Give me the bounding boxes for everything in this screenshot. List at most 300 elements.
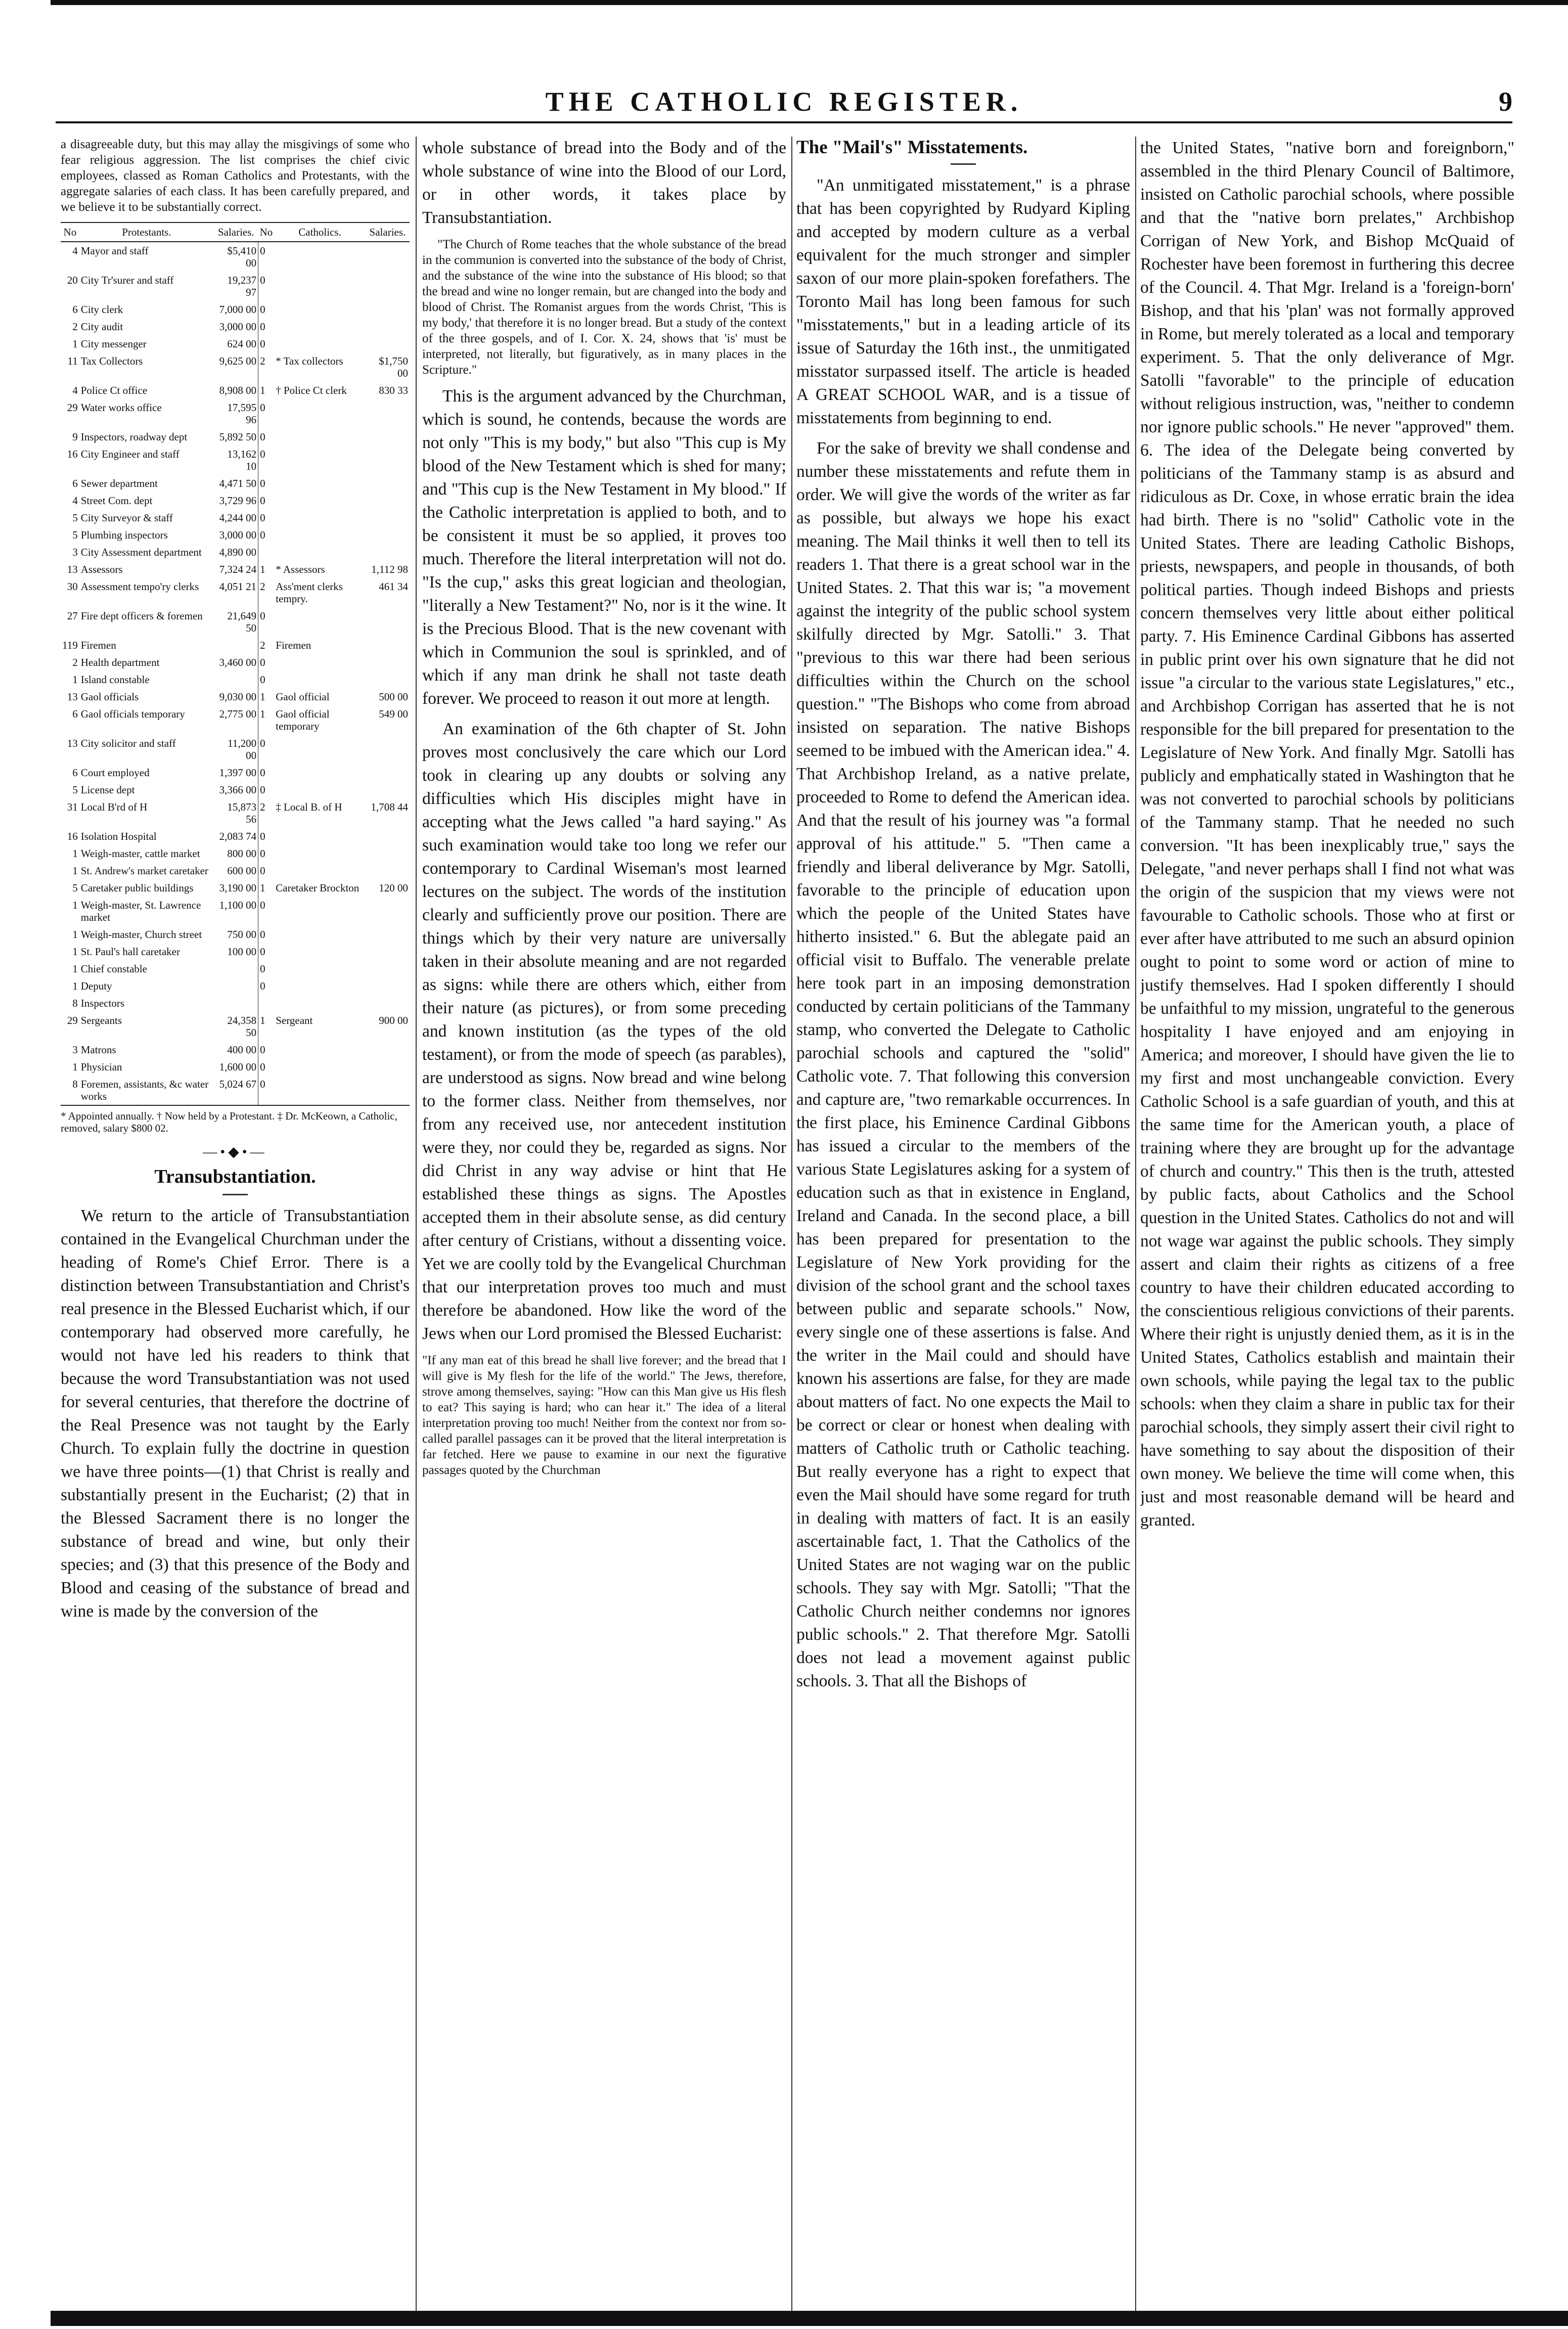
cell-protestant-dept: Gaol officials [80, 691, 139, 703]
cell-count: 5 [72, 784, 78, 796]
cell-catholic-dept [274, 242, 366, 272]
table-row [61, 862, 410, 879]
cell-count: 0 [258, 509, 275, 526]
table-row [61, 242, 410, 272]
cell-count: 4 [72, 495, 78, 507]
cell-count: 1 [72, 338, 78, 350]
cell-catholic-salary [366, 607, 410, 637]
cell-catholic-dept [274, 943, 366, 960]
cell-count: 0 [258, 607, 275, 637]
cell-catholic-dept [274, 428, 366, 445]
table-footnote: * Appointed annually. † Now held by a Protestant. ‡ Dr. McKeown, a Catholic, removed, salary $800 02. [61, 1110, 397, 1134]
cell-count: 0 [258, 977, 275, 995]
cell-catholic-salary [366, 272, 410, 301]
cell-protestant-dept: Court employed [80, 767, 150, 779]
cell-catholic-salary [366, 526, 410, 544]
cell-catholic-salary [366, 637, 410, 654]
article-paragraph: the United States, "native born and foreignborn," assembled in the third Plenary Council of Baltimore, insisted on Catholic parochial schools, where possible and that the "native born prelates," Archbishop Corrigan of New York, and Bishop McQuaid of Rochester have been foremost in furthering this decree of the Council. 4. That Mgr. Ireland is a 'foreign-born' Bishop, and that his 'plan' was not formally approved in Rome, but merely tolerated as a local and temporary experiment. 5. That the only deliverance of Mgr. Satolli "favorable" to the principle of education without religious instruction, was, "neither to condemn nor ignore public schools." He never "approved" them. 6. The idea of the Delegate being converted by politicians of the Tammany stamp is as absurd and ridiculous as Dr. Coxe, in whose erratic brain the idea had birth. There is no "solid" Catholic vote in the United States. There are leading Catholic Bishops, priests, newspapers, and people in thousands, of both political parties. Though indeed Bishops and priests concern themselves very little about either political party. 7. His Eminence Cardinal Gibbons has asserted in public print over his own signature that he did not issue "a circular to the various state Legislatures," etc., and Archbishop Corrigan has asserted that he is not responsible for the bill prepared for presentation to the Legislature of New York. And finally Mgr. Satolli has publicly and emphatically stated in Washington that he was not converted to parochial schools by politicians of the Tammany stamp. That he needed no such conversion. "It has been inexplicably true," says the Delegate, "and never perhaps shall I find not what was the origin of the suspicion that my views were not favourable to Catholic schools. Those who at first or ever after have attributed to me such an absurd opinion ought to point to some word or action of mine to justify themselves. Had I spoken differently I should be unfaithful to my mission, ungrateful to the generous hospitality I have enjoyed and am enjoying in America; and moreover, I should have given the lie to my first and most unchangeable conviction. Every Catholic School is a safe guardian of youth, and this at the same time for the American youth, a place of training where they are brought up for the advantage of church and country." This then is the truth, attested by public facts, about Catholics and the School question in the United States. Catholics do not and will not wage war against the public schools. They simply assert and claim their rights as citizens of a free country to have their children educated according to the conscientious religious convictions of their parents. Where their right is unjustly denied them, as it is in the United States, Catholics establish and maintain their own schools, while paying the legal tax to the public schools: when they claim a share in public tax for their parochial schools, they simply assert their civil right to have something to say about the disposition of their own money. We believe the time will come when, this just and most reasonable demand will be heard and granted. [1140, 139, 1514, 1530]
table-row [61, 879, 410, 897]
article-paragraph: For the sake of brevity we shall condense and number these misstatements and refute them in order. We will give the words of the writer as far as possible, but always we hope his exact meaning. The Mail thinks it well then to tell its readers 1. That there is a great school war in the United States. 2. That this war is; "a movement against the integrity of the public school system skilfully directed by Mgr. Satolli." 3. That "previous to this war there had been serious difficulties within the Church on the school question." "The Bishops who come from abroad insisted on separation. The native Bishops seemed to be imbued with the American idea." 4. That Archbishop Ireland, as a native prelate, proceeded to Rome to defend the American idea. And that the result of his journey was "a formal approval of his attitude." 5. "Then came a friendly and liberal deliverance by Mgr. Satolli, favorable to the principle of education upon which the people of the United States have hitherto insisted." 6. But the ablegate paid an official visit to Buffalo. The venerable prelate here took part in an imposing demonstration conducted by certain politicians of the Tammany stamp, who converted the Delegate to Catholic parochial schools and captured the "solid" Catholic vote. 7. That following this conversion and capture are, "two remarkable occurrences. In the first place, his Eminence Cardinal Gibbons has issued a circular to the members of the various State Legislatures asking for a system of education such as that in existence in England, Ireland and Canada. In the second place, a bill has been prepared for presentation to the Legislature of New York providing for the division of the school grant and the school taxes between public and separate schools." Now, every single one of these assertions is false. And the writer in the Mail could and should have known his assertions are false, for they are made about matters of fact. No one expects the Mail to be correct or clear or honest when dealing with matters of Catholic truth or Catholic teaching. But really everyone has a right to expect that even the Mail should have some regard for truth in dealing with matters of fact. It is an easily ascertainable fact, 1. That the Catholics of the United States are not waging war on the public schools. They say with Mgr. Satolli; "That the Catholic Church neither condemns nor ignores public schools." 2. That therefore Mgr. Satolli does not lead a movement against public schools. 3. That all the Bishops of [796, 439, 1130, 1690]
cell-protestant-dept: Caretaker public buildings [80, 882, 194, 894]
masthead-rule [56, 121, 1512, 123]
table-row [61, 352, 410, 382]
cell-count: 1 [72, 1061, 78, 1073]
cell-count: 0 [258, 335, 275, 352]
cell-count: 13 [67, 737, 78, 749]
article-paragraph: We return to the article of Transubstantiation contained in the Evangelical Churchman under the heading of Rome's Chief Error. There is a distinction between Transubstantiation and Christ's real presence in the Blessed Eucharist which, if our contemporary had observed more carefully, he would not have led his readers to think that because the word Transubstantiation was not used for several centuries, that therefore the doctrine of the Real Presence was not taught by the Early Church. To explain fully the doctrine in question we have three points—(1) that Christ is really and substantially present in the Eucharist; (2) that in the Blessed Sacrament there is no longer the substance of bread and wine, but only their species; and (3) that this presence of the Body and Blood and ceasing of the substance of bread and wine is made by the conversion of the [61, 1206, 410, 1621]
cell-protestant-salary: 3,729 96 [219, 495, 257, 507]
cell-count: 0 [258, 764, 275, 781]
cell-protestant-salary: 9,030 00 [219, 691, 257, 703]
cell-count: 16 [67, 830, 78, 842]
cell-count: 0 [258, 445, 275, 475]
cell-protestant-dept: City clerk [80, 303, 123, 316]
cell-count: 0 [258, 399, 275, 428]
cell-count: 1 [258, 688, 275, 705]
cell-count: 2 [258, 637, 275, 654]
cell-count: 2 [258, 352, 275, 382]
cell-count: 1 [72, 963, 78, 975]
cell-count: 0 [258, 475, 275, 492]
cell-catholic-salary [366, 960, 410, 977]
table-row [61, 828, 410, 845]
cell-catholic-dept [274, 509, 366, 526]
cell-protestant-dept: City Assessment department [80, 546, 202, 558]
cell-count: 0 [258, 735, 275, 764]
cell-count: 8 [72, 1078, 78, 1090]
cell-count: 3 [72, 546, 78, 558]
cell-protestant-salary: 400 00 [227, 1044, 257, 1056]
cell-protestant-salary: 8,908 00 [219, 384, 257, 396]
table-row [61, 798, 410, 828]
cell-count: 9 [72, 431, 78, 443]
cell-count: 0 [258, 845, 275, 862]
cell-catholic-salary [366, 318, 410, 335]
table-row [61, 301, 410, 318]
cell-protestant-salary [214, 977, 258, 995]
table-row [61, 960, 410, 977]
table-row [61, 764, 410, 781]
cell-count: 2 [258, 578, 275, 607]
salary-table-body [61, 242, 410, 1105]
cell-protestant-salary: 15,873 56 [227, 801, 257, 825]
cell-protestant-salary: 7,000 00 [219, 303, 257, 316]
table-row [61, 926, 410, 943]
cell-count: 1 [258, 561, 275, 578]
section-ornament: —•◆•— [203, 1144, 267, 1160]
cell-catholic-salary [366, 1041, 410, 1058]
cell-protestant-dept: Gaol officials temporary [80, 708, 185, 720]
mail-misstatements-heading: The "Mail's" Misstatements. [796, 137, 1028, 158]
cell-count: 5 [72, 529, 78, 541]
article-paragraph: This is the argument advanced by the Churchman, which is sound, he contends, because the words are not only "This is my body," but also "This cup is My blood of the New Testament which is shed for many; and "This cup is the New Testament in My blood." If the Catholic interpretation is applied to both, and to be consistent it must be so applied, it proves too much. Therefore the literal interpretation will not do. "Is the cup," asks this great logician and theologian, "literally a New Testament?" No, nor is it the wine. It is the Precious Blood. That is the new covenant with which in Communion the soul is sprinkled, and of which if any man drink he shall not taste death forever. We proceed to reason it out more at length. [422, 387, 786, 708]
cell-protestant-salary: 24,358 50 [227, 1014, 257, 1039]
cell-protestant-salary: 17,595 96 [227, 401, 257, 426]
table-row [61, 1076, 410, 1105]
cell-catholic-salary [366, 399, 410, 428]
cell-protestant-dept: Street Com. dept [80, 495, 153, 507]
cell-count [258, 995, 275, 1012]
cell-protestant-dept: City audit [80, 321, 123, 333]
cell-count: 2 [258, 798, 275, 828]
cell-protestant-salary: 2,083 74 [219, 830, 257, 842]
table-row [61, 578, 410, 607]
cell-protestant-salary: 5,024 67 [219, 1078, 257, 1090]
cell-count: 3 [72, 1044, 78, 1056]
cell-count: 0 [258, 492, 275, 509]
cell-count: 29 [67, 1014, 78, 1026]
cell-catholic-salary [366, 242, 410, 272]
table-row [61, 526, 410, 544]
cell-count: 6 [72, 767, 78, 779]
cell-catholic-dept: † Police Ct clerk [276, 384, 347, 396]
table-row [61, 845, 410, 862]
cell-catholic-salary [366, 544, 410, 561]
cell-protestant-dept: Assessment tempo'ry clerks [80, 580, 199, 593]
header-salaries: Salaries. [214, 222, 258, 242]
cell-protestant-dept: Matrons [80, 1044, 116, 1056]
cell-catholic-dept: Gaol official [276, 691, 330, 703]
cell-count: 4 [72, 245, 78, 257]
cell-protestant-dept: Sewer department [80, 477, 158, 489]
cell-protestant-salary: 13,162 10 [227, 448, 257, 472]
column-rule [791, 137, 792, 2311]
cell-catholic-salary [366, 897, 410, 926]
table-row [61, 544, 410, 561]
cell-protestant-salary: 800 00 [227, 847, 257, 860]
cell-protestant-dept: License dept [80, 784, 135, 796]
cell-protestant-dept: Weigh-master, cattle market [80, 847, 200, 860]
cell-catholic-salary [366, 671, 410, 688]
cell-count: 5 [72, 512, 78, 524]
cell-count: 119 [62, 639, 78, 651]
table-row [61, 671, 410, 688]
cell-count: 2 [72, 321, 78, 333]
cell-catholic-dept [274, 764, 366, 781]
cell-catholic-dept [274, 318, 366, 335]
salary-intro: a disagreeable duty, but this may allay the misgivings of some who fear religious aggression. The list comprises the chief civic employees, classed as Roman Catholics and Protestants, with the aggregate salaries of each class. It has been carefully prepared, and we believe it to be substantially correct. [61, 138, 410, 214]
cell-count: 0 [258, 272, 275, 301]
cell-catholic-salary [366, 492, 410, 509]
cell-protestant-dept: City solicitor and staff [80, 737, 176, 749]
heading-dash [951, 163, 976, 165]
cell-catholic-salary [366, 926, 410, 943]
cell-count: 4 [72, 384, 78, 396]
cell-protestant-salary: 1,600 00 [219, 1061, 257, 1073]
table-row [61, 1058, 410, 1076]
cell-catholic-salary [366, 1076, 410, 1105]
table-row [61, 1041, 410, 1058]
cell-protestant-salary: 11,200 00 [228, 737, 257, 762]
table-row [61, 688, 410, 705]
cell-protestant-salary: 7,324 24 [219, 563, 257, 575]
cell-protestant-salary: 3,190 00 [219, 882, 257, 894]
table-row [61, 335, 410, 352]
cell-protestant-salary: 624 00 [227, 338, 257, 350]
cell-catholic-dept [274, 654, 366, 671]
cell-count: 6 [72, 303, 78, 316]
cell-count: 0 [258, 926, 275, 943]
cell-catholic-salary [366, 509, 410, 526]
cell-catholic-dept [274, 1076, 366, 1105]
cell-protestant-dept: Sergeants [80, 1014, 122, 1026]
table-row [61, 995, 410, 1012]
cell-protestant-salary: 3,366 00 [219, 784, 257, 796]
cell-protestant-dept: Physician [80, 1061, 122, 1073]
header-salaries: Salaries. [366, 222, 410, 242]
table-row [61, 428, 410, 445]
cell-count: 30 [67, 580, 78, 593]
article-paragraph: "An unmitigated misstatement," is a phrase that has been copyrighted by Rudyard Kipling and accepted by modern culture as a verbal equivalent for the much stronger and simpler saxon of our more plain-spoken forefathers. The Toronto Mail has long been famous for such "misstatements," but in a leading article of its issue of Saturday the 16th inst., the unmitigated misstator surpassed itself. The article is headed A GREAT SCHOOL WAR, and is a tissue of misstatements from beginning to end. [796, 176, 1130, 427]
cell-count: 6 [72, 477, 78, 489]
header-no: No [258, 222, 275, 242]
table-row [61, 943, 410, 960]
cell-protestant-dept: Water works office [80, 401, 162, 414]
cell-protestant-dept: Deputy [80, 980, 112, 992]
cell-protestant-dept: Firemen [80, 639, 116, 651]
cell-count: 11 [67, 355, 78, 367]
cell-protestant-dept: Fire dept officers & foremen [80, 610, 203, 622]
table-row [61, 977, 410, 995]
cell-catholic-dept [274, 607, 366, 637]
cell-catholic-dept: Gaol official temporary [276, 708, 330, 732]
cell-count: 0 [258, 671, 275, 688]
cell-catholic-dept [274, 977, 366, 995]
cell-protestant-salary: 2,775 00 [219, 708, 257, 720]
table-row [61, 399, 410, 428]
cell-protestant-dept: Local B'rd of H [80, 801, 148, 813]
cell-catholic-dept: ‡ Local B. of H [276, 801, 342, 813]
cell-protestant-salary: 5,892 50 [219, 431, 257, 443]
cell-protestant-dept: St. Paul's hall caretaker [80, 946, 180, 958]
table-row [61, 735, 410, 764]
column-rule [1135, 137, 1136, 2311]
cell-count: 1 [72, 674, 78, 686]
cell-count [258, 544, 275, 561]
cell-protestant-dept: City messenger [80, 338, 147, 350]
cell-protestant-dept: Assessors [80, 563, 123, 575]
cell-catholic-dept: * Tax collectors [276, 355, 343, 367]
cell-catholic-salary [366, 977, 410, 995]
cell-catholic-dept [274, 671, 366, 688]
cell-protestant-salary: 9,625 00 [219, 355, 257, 367]
table-row [61, 705, 410, 735]
cell-protestant-dept: City Tr'surer and staff [80, 274, 174, 286]
cell-catholic-dept [274, 845, 366, 862]
table-row [61, 382, 410, 399]
cell-catholic-dept [274, 781, 366, 798]
cell-catholic-salary [366, 475, 410, 492]
cell-protestant-salary: 1,100 00 [219, 899, 257, 911]
cell-count: 29 [67, 401, 78, 414]
cell-count: 2 [72, 656, 78, 668]
cell-catholic-salary [366, 654, 410, 671]
cell-count: 0 [258, 943, 275, 960]
cell-catholic-dept: * Assessors [276, 563, 325, 575]
table-row [61, 637, 410, 654]
cell-catholic-dept: Ass'ment clerks tempry. [276, 580, 343, 605]
cell-catholic-dept [274, 272, 366, 301]
cell-catholic-dept [274, 445, 366, 475]
table-row [61, 492, 410, 509]
cell-count: 1 [72, 847, 78, 860]
cell-count: 1 [72, 865, 78, 877]
cell-protestant-salary: 4,890 00 [219, 546, 257, 558]
cell-count: 1 [258, 1012, 275, 1041]
table-row [61, 897, 410, 926]
cell-catholic-salary [366, 995, 410, 1012]
cell-catholic-dept [274, 301, 366, 318]
cell-catholic-salary: 830 33 [379, 384, 408, 396]
cell-catholic-salary: 500 00 [379, 691, 408, 703]
cell-catholic-dept [274, 995, 366, 1012]
cell-count: 27 [67, 610, 78, 622]
cell-count: 0 [258, 242, 275, 272]
cell-protestant-dept: Plumbing inspectors [80, 529, 168, 541]
cell-catholic-salary: 900 00 [379, 1014, 408, 1026]
cell-protestant-salary: 750 00 [227, 928, 257, 940]
cell-catholic-salary: 461 34 [379, 580, 408, 593]
cell-protestant-dept: Weigh-master, Church street [80, 928, 202, 940]
block-quote: "The Church of Rome teaches that the whole substance of the bread in the communion is converted into the substance of the body of Christ, and the substance of the wine into the substance of His blood; so that the bread and wine no longer remain, but are changed into the body and blood of Christ. The Romanist argues from the words Christ, 'This is my body,' that therefore it is no longer bread. But a study of the context of the three gospels, and of I. Cor. X. 24, shows that 'is' must be interpreted, not literally, but figuratively, as in many places in the Scripture." [422, 238, 786, 377]
cell-catholic-dept [274, 735, 366, 764]
cell-protestant-dept: Tax Collectors [80, 355, 143, 367]
cell-protestant-salary [214, 995, 258, 1012]
cell-count: 0 [258, 1058, 275, 1076]
cell-catholic-dept [274, 526, 366, 544]
cell-count: 0 [258, 862, 275, 879]
cell-protestant-salary: 600 00 [227, 865, 257, 877]
article-paragraph: whole substance of bread into the Body and of the whole substance of wine into the Blood of our Lord, or in other words, it takes place by Transubstantiation. [422, 139, 786, 227]
cell-count: 1 [72, 980, 78, 992]
table-row [61, 1012, 410, 1041]
cell-protestant-salary: 4,471 50 [219, 477, 257, 489]
cell-count: 1 [258, 879, 275, 897]
cell-catholic-dept [274, 399, 366, 428]
cell-count: 1 [72, 928, 78, 940]
cell-count: 1 [258, 382, 275, 399]
cell-count: 31 [67, 801, 78, 813]
cell-catholic-salary [366, 445, 410, 475]
cell-count: 16 [67, 448, 78, 460]
cell-count: 1 [72, 946, 78, 958]
cell-catholic-salary [366, 301, 410, 318]
cell-catholic-dept: Caretaker Brockton [276, 882, 360, 894]
cell-count: 0 [258, 428, 275, 445]
article-paragraph: An examination of the 6th chapter of St. John proves most conclusively the care which our Lord took in clearing up any doubts or solving any difficulties which His disciples might have in accepting what the Jews called "a hard saying." As such examination would take too long we refer our contemporary to Cardinal Wiseman's most learned lectures on the subject. The words of the institution clearly and sufficiently prove our position. There are things which by their very nature are universally taken in their absolute meaning and are not regarded as signs: while there are others which, either from their nature (as pictures), or from some preceding and known institution (as the types of the old testament), or from the mode of speech (as parables), are understood as signs. Now bread and wine belong to the former class. Neither from themselves, nor from any received use, nor antecedent institution were they, nor could they be, regarded as signs. Nor did Christ in any way advise or hint that He established these things as signs. The Apostles accepted them in their absolute sense, as did century after century of Cristians, without a dissenting voice. Yet we are coolly told by the Evangelical Churchman that our interpretation proves too much and must therefore be abandoned. How like the word of the Jews when our Lord promised the Blessed Eucharist: [422, 720, 786, 1343]
cell-protestant-dept: Inspectors, roadway dept [80, 431, 188, 443]
heading-dash [222, 1194, 248, 1195]
cell-protestant-salary [214, 671, 258, 688]
cell-count: 13 [67, 563, 78, 575]
cell-count: 0 [258, 897, 275, 926]
cell-protestant-salary: 100 00 [227, 946, 257, 958]
column-rule [416, 137, 417, 2311]
cell-count: 0 [258, 526, 275, 544]
cell-catholic-salary [366, 781, 410, 798]
cell-catholic-dept [274, 1041, 366, 1058]
cell-count: 0 [258, 1041, 275, 1058]
cell-catholic-dept: Firemen [276, 639, 311, 651]
cell-catholic-salary [366, 764, 410, 781]
cell-protestant-dept: Chief constable [80, 963, 147, 975]
header-protestants: Protestants. [79, 222, 214, 242]
cell-catholic-dept [274, 828, 366, 845]
block-quote: "If any man eat of this bread he shall live forever; and the bread that I will give is My flesh for the life of the world." The Jews, therefore, strove among themselves, saying: "How can this Man give us His flesh to eat? This saying is hard; who can hear it." The idea of a literal interpretation proving too much! Neither from the context nor from so-called parallel passages can it be proved that the literal interpretation is far fetched. Here we pause to examine in our next the figurative passages quoted by the Churchman [422, 1354, 786, 1477]
cell-protestant-dept: St. Andrew's market caretaker [80, 865, 208, 877]
column-3 [796, 137, 1130, 2311]
cell-count: 0 [258, 654, 275, 671]
cell-protestant-salary: 21,649 50 [227, 610, 257, 634]
cell-catholic-dept [274, 544, 366, 561]
cell-protestant-dept: City Surveyor & staff [80, 512, 173, 524]
cell-catholic-dept [274, 492, 366, 509]
cell-protestant-salary: 3,000 00 [219, 529, 257, 541]
cell-count: 5 [72, 882, 78, 894]
cell-catholic-dept [274, 897, 366, 926]
cell-count: 0 [258, 960, 275, 977]
cell-protestant-dept: City Engineer and staff [80, 448, 180, 460]
bottom-border-rule [51, 2311, 1568, 2326]
table-row [61, 272, 410, 301]
cell-catholic-dept [274, 926, 366, 943]
cell-protestant-salary: 4,051 21 [219, 580, 257, 593]
table-row [61, 445, 410, 475]
cell-catholic-dept [274, 960, 366, 977]
cell-count: 8 [72, 997, 78, 1009]
cell-count: 1 [72, 899, 78, 911]
cell-catholic-salary: 549 00 [379, 708, 408, 720]
page-number: 9 [1499, 86, 1512, 117]
cell-protestant-salary: 3,460 00 [219, 656, 257, 668]
header-no: No [61, 222, 79, 242]
salary-table [61, 222, 410, 1106]
cell-catholic-dept [274, 475, 366, 492]
cell-protestant-dept: Weigh-master, St. Lawrence market [80, 899, 201, 923]
table-row [61, 654, 410, 671]
cell-count: 0 [258, 301, 275, 318]
table-row [61, 475, 410, 492]
salary-table-header [61, 222, 410, 242]
cell-catholic-salary [366, 845, 410, 862]
cell-protestant-dept: Police Ct office [80, 384, 148, 396]
cell-protestant-salary [214, 637, 258, 654]
cell-catholic-salary: 1,708 44 [371, 801, 408, 813]
cell-catholic-salary: 1,112 98 [371, 563, 408, 575]
cell-protestant-dept: Foremen, assistants, &c water works [80, 1078, 209, 1102]
cell-protestant-dept: Mayor and staff [80, 245, 149, 257]
table-row [61, 561, 410, 578]
cell-count: 6 [72, 708, 78, 720]
cell-catholic-salary [366, 1058, 410, 1076]
cell-protestant-dept: Island constable [80, 674, 150, 686]
top-border-rule [51, 0, 1568, 5]
cell-catholic-salary [366, 943, 410, 960]
masthead [56, 76, 1512, 121]
column-2 [422, 137, 786, 2311]
cell-count: 0 [258, 828, 275, 845]
cell-catholic-dept [274, 862, 366, 879]
cell-protestant-dept: Inspectors [80, 997, 125, 1009]
table-row [61, 509, 410, 526]
cell-protestant-salary [214, 960, 258, 977]
table-row [61, 781, 410, 798]
cell-catholic-salary [366, 735, 410, 764]
cell-catholic-dept [274, 335, 366, 352]
cell-count: 0 [258, 781, 275, 798]
cell-count: 0 [258, 318, 275, 335]
cell-catholic-salary [366, 862, 410, 879]
